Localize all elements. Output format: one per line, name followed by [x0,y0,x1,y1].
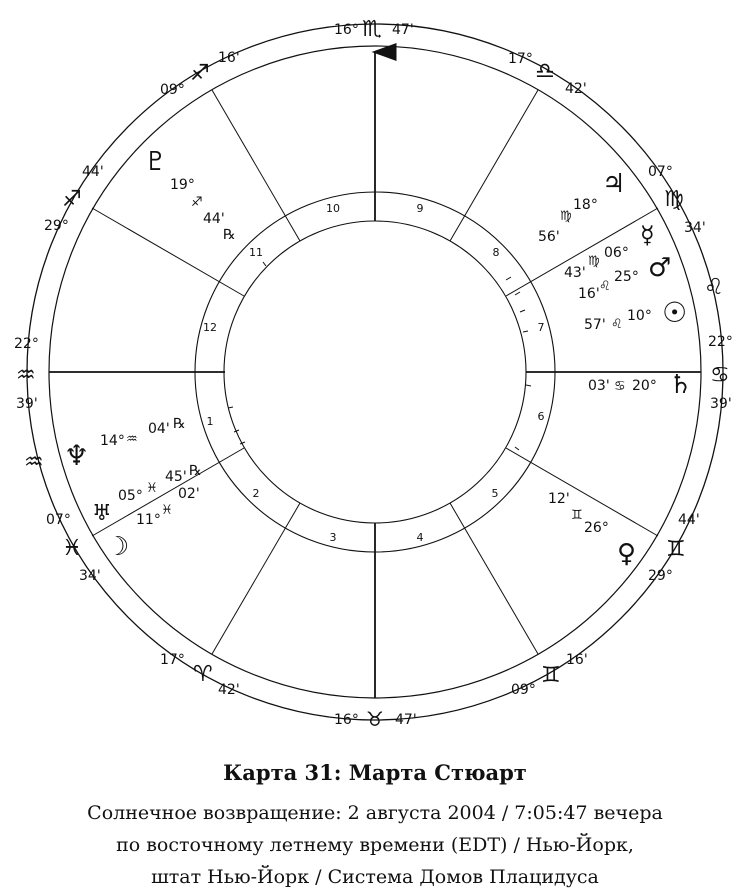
cusp-degree: 09° [511,682,536,698]
planet-saturn [588,370,692,400]
tick-venus [515,447,519,450]
moon-icon: ☽ [106,532,130,562]
cusp-minute: 34' [79,568,101,584]
cusp-line-11 [212,90,300,241]
cusp-sign-glyph: ♒ [16,363,36,388]
planet-minute: 03' [588,378,610,394]
cusp-degree: 07° [46,512,71,528]
planet-minute: 57' [584,317,606,333]
cusp-sign-glyph: ♓ [62,536,82,561]
planet-sign-glyph: ♊ [571,508,583,523]
planet-ticks [228,262,531,450]
chart-caption-line: штат Нью-Йорк / Система Домов Плацидуса [151,866,599,888]
cusp-sign-glyph: ♊ [666,537,686,562]
planet-jupiter [538,169,625,245]
planet-sign-glyph: ♋ [614,379,626,394]
planet-minute: 16' [578,286,600,302]
cusp-degree: 22° [14,336,39,352]
tick-mars [520,310,525,312]
planet-sign-glyph: ♍ [588,254,600,269]
cusp-minute: 47' [392,22,414,38]
cusp-sign-glyph: ♍ [664,187,684,212]
planet-degree: 05° [118,488,143,504]
planet-minute: 02' [178,486,200,502]
house-number: 11 [249,246,263,259]
planet-neptune [64,416,186,472]
planet-degree: 18° [573,197,598,213]
cusp-sign-glyph: ♐ [62,187,82,212]
cusp-sign-glyph: ♈ [193,662,213,687]
house-number: 9 [416,202,424,215]
cusp-minute: 39' [16,396,38,412]
cusp-sign-glyph: ♉ [366,707,384,731]
cusp-degree: 16° [334,712,359,728]
house-number: 4 [416,531,424,544]
intercepted-leo-glyph: ♌ [704,275,724,300]
cusp-sign-glyph: ♏ [362,17,382,42]
planet-sign-glyph: ♓ [146,481,158,496]
cusp-minute: 34' [684,220,706,236]
tick-jupiter [506,277,511,280]
sun-icon: ☉ [662,296,688,329]
cusp-minute: 47' [395,712,417,728]
house-number: 5 [491,487,499,500]
planet-degree: 20° [632,378,657,394]
planet-venus [548,491,636,569]
house-number: 7 [537,321,545,334]
planet-minute: 43' [564,265,586,281]
cusp-sign-glyph: ♊ [541,663,561,688]
jupiter-icon: ♃ [602,169,626,199]
planet-mercury [564,221,655,281]
cusp-minute: 16' [566,652,588,668]
planet-minute: 56' [538,229,560,245]
retrograde-icon: ℞ [173,416,186,432]
planet-sign-glyph: ♌ [599,279,611,294]
cusp-line-5 [450,503,538,654]
venus-icon: ♀ [617,539,637,569]
cusp-degree: 16° [334,22,359,38]
cusp-line-9 [450,90,538,241]
uranus-icon: ♅ [92,501,112,526]
chart-caption-line: Солнечное возвращение: 2 августа 2004 / 7:05:47 вечера [87,802,663,824]
cusp-degree: 29° [648,568,673,584]
house-numbers [203,202,545,544]
cusp-sign-glyph: ♎ [535,59,555,84]
tick-neptune [228,407,233,408]
tick-mercury [515,292,520,295]
cusp-minute: 42' [218,682,240,698]
planet-pluto [144,147,236,243]
cusp-minute: 44' [678,512,700,528]
house-number: 10 [326,202,340,215]
planet-degree: 14° [100,433,125,449]
cusp-sign-glyph: ♐ [190,61,210,86]
planet-degree: 19° [170,177,195,193]
planet-degree: 10° [627,308,652,324]
mercury-icon: ☿ [640,221,655,249]
planet-minute: 12' [548,491,570,507]
cusp-labels [14,17,733,731]
retrograde-icon: ℞ [223,227,236,243]
tick-saturn [526,385,531,386]
cusp-minute: 44' [82,164,104,180]
tick-pluto [263,262,266,266]
planet-sign-glyph: ♓ [161,503,173,518]
planet-degree: 25° [614,269,639,285]
cusp-line-3 [212,503,300,654]
intercepted-aquarius-glyph: ♒ [24,450,44,475]
planet-minute: 45' [165,469,187,485]
house-number: 12 [203,321,217,334]
planet-minute: 04' [148,421,170,437]
planet-sign-glyph: ♐ [191,195,203,210]
cusp-minute: 16' [218,50,240,66]
cusp-degree: 22° [708,334,733,350]
house-number: 2 [252,487,260,500]
planet-sign-glyph: ♌ [611,317,623,332]
chart-caption-title: Карта 31: Марта Стюарт [223,760,527,785]
cusp-line-2 [92,448,244,536]
planet-degree: 11° [136,512,161,528]
planet-sign-glyph: ♒ [126,432,138,447]
house-number: 1 [206,415,214,428]
cusp-degree: 17° [508,51,533,67]
pluto-icon: ♇ [144,147,168,177]
cusp-degree: 17° [160,652,185,668]
cusp-minute: 42' [565,81,587,97]
tick-sun [523,331,528,332]
planet-minute: 44' [203,211,225,227]
house-number: 6 [537,410,545,423]
cusp-sign-glyph: ♋ [710,363,730,388]
inner-circle [224,221,526,523]
planet-degree: 26° [584,520,609,536]
house-number: 3 [329,531,337,544]
neptune-icon: ♆ [64,439,90,472]
saturn-icon: ♄ [669,370,693,400]
cusp-degree: 09° [160,82,185,98]
planet-sign-glyph: ♍ [560,209,572,224]
cusp-degree: 07° [648,164,673,180]
planet-degree: 06° [604,245,629,261]
house-number: 8 [492,246,500,259]
chart-caption-line: по восточному летнему времени (EDT) / Нью-Йорк, [116,834,634,856]
cusp-minute: 39' [710,396,732,412]
retrograde-icon: ℞ [189,463,202,479]
mars-icon: ♂ [648,253,672,283]
cusp-degree: 29° [44,218,69,234]
